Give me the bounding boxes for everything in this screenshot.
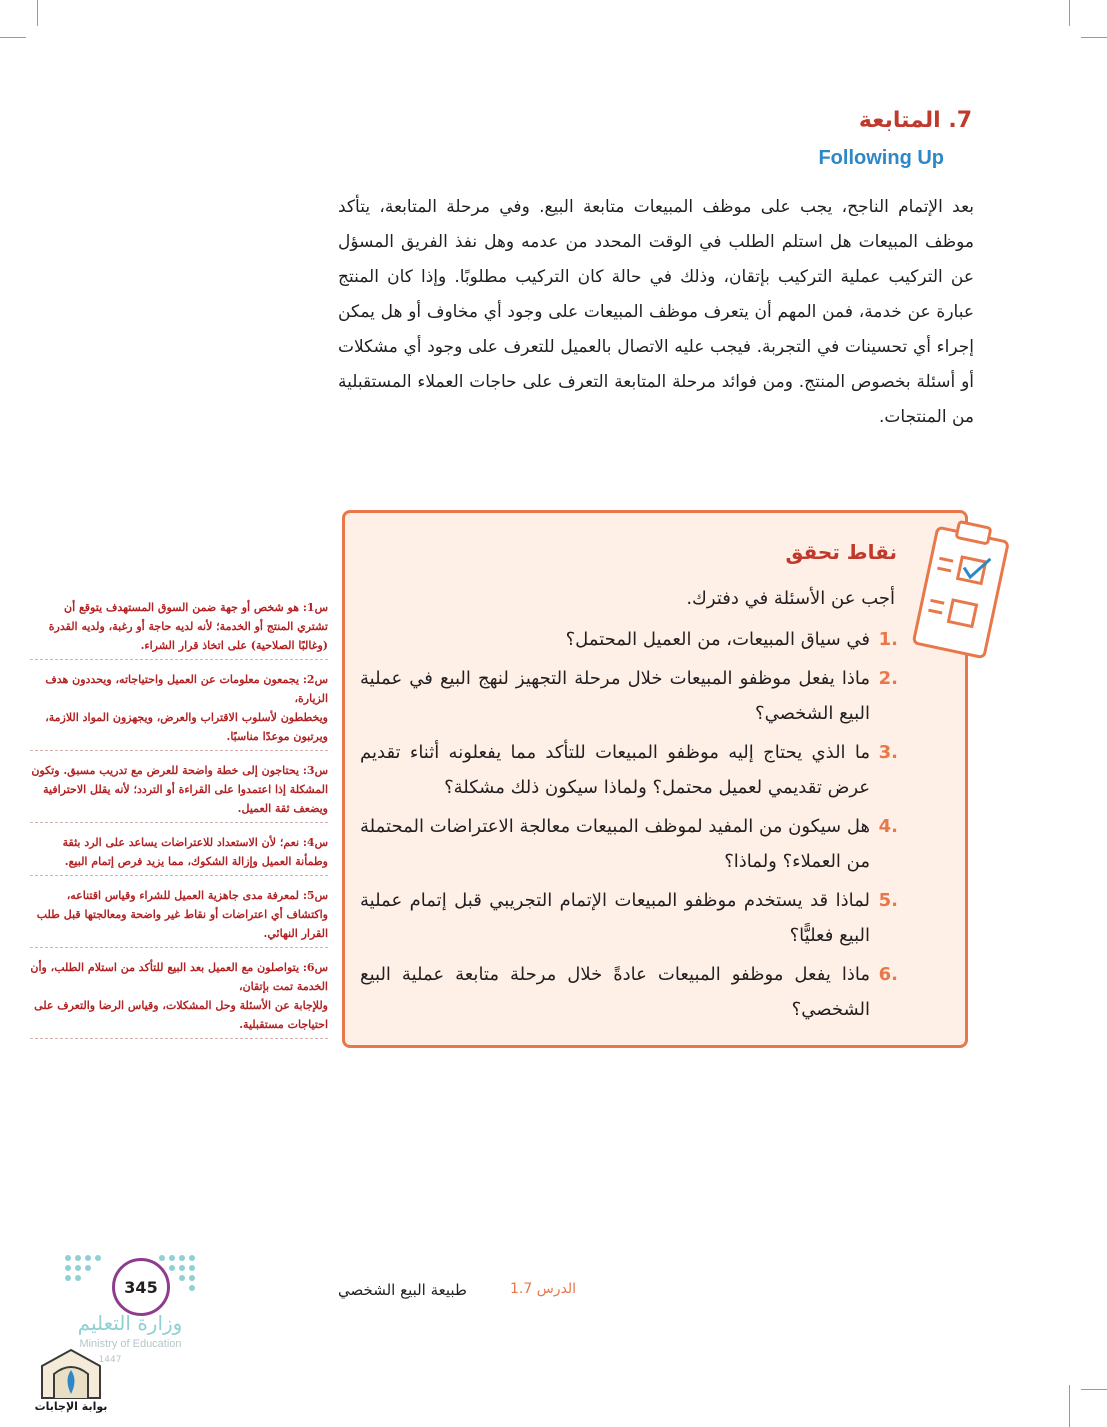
question-text: لماذا قد يستخدم موظفو المبيعات الإتمام التجريبي قبل إتمام عملية البيع فعليًّا؟ [360,890,870,946]
lesson-title: طبيعة البيع الشخصي [338,1281,467,1299]
crop-mark [0,37,26,38]
crop-mark [1081,1389,1107,1390]
answer-text: س1: هو شخص أو جهة ضمن السوق المستهدف يتوقع أن تشتري المنتج أو الخدمة؛ لأنه لديه حاجة أو رغبة، ولديه القدرة (وغالبًا الصلاحية) على اتخاذ قرار الشراء. [48,601,328,652]
question-number: .6 [878,964,898,985]
page-number-badge: 345 [112,1258,170,1316]
checklist-clipboard-icon [912,512,1016,662]
question-item [360,661,898,731]
question-item [360,809,898,879]
section-body-paragraph: بعد الإتمام الناجح، يجب على موظف المبيعات متابعة البيع. وفي مرحلة المتابعة، يتأكد موظف المبيعات هل استلم الطلب في الوقت المحدد من عدمه وهل نفذ الفريق المسؤل عن التركيب عملية التركيب بإتقان، وذلك في حالة كان التركيب مطلوبًا. وإذا كان المنتج عبارة عن خدمة، فمن المهم أن يتعرف موظف المبيعات على وجود أي مخاوف أو هل يمكن إجراء أي تحسينات في التجربة. فيجب عليه الاتصال بالعميل للتعرف على وجود أي مشكلات أو أسئلة بخصوص المنتج. ومن فوائد مرحلة المتابعة التعرف على حاجات العملاء المستقبلية من المنتجات. [338,197,974,427]
question-text: ماذا يفعل موظفو المبيعات عادةً خلال مرحلة متابعة عملية البيع الشخصي؟ [360,964,870,1020]
question-number: .2 [878,668,898,689]
handwritten-answers-column [30,598,328,1049]
question-number: .5 [878,890,898,911]
answer-text: س3: يحتاجون إلى خطة واضحة للعرض مع تدريب مسبق. وتكون المشكلة إذا اعتمدوا على القراءة أو التردد؛ لأنه يقلل الاحترافية ويضعف ثقة العميل. [31,764,328,815]
crop-mark [1081,37,1107,38]
question-item [360,622,898,657]
crop-mark [37,0,38,26]
question-text: ما الذي يحتاج إليه موظفو المبيعات للتأكد مما يفعلونه أثناء تقديم عرض تقديمي لعميل محتمل؟ ولماذا سيكون ذلك مشكلة؟ [360,742,870,798]
question-text: هل سيكون من المفيد لموظف المبيعات معالجة الاعتراضات المحتملة من العملاء؟ ولماذا؟ [360,816,870,872]
question-number: .4 [878,816,898,837]
answers-portal-label: بوابة الإجابات [34,1400,108,1413]
checkpoint-intro: أجب عن الأسئلة في دفترك. [686,588,895,609]
crop-mark [1069,0,1070,26]
answer-text: ويخططون لأسلوب الاقتراب والعرض، ويجهزون المواد اللازمة، ويرتبون موعدًا مناسبًا. [45,711,328,743]
answer-text: س4: نعم؛ لأن الاستعداد للاعتراضات يساعد على الرد بثقة وطمأنة العميل وإزالة الشكوك، مما يزيد فرص إتمام البيع. [62,836,328,868]
question-text: ماذا يفعل موظفو المبيعات خلال مرحلة التجهيز لنهج البيع في عملية البيع الشخصي؟ [360,668,870,724]
question-item [360,883,898,953]
answer-text: س5: لمعرفة مدى جاهزية العميل للشراء وقياس اقتناعه، واكتشاف أي اعتراضات أو نقاط غير واضحة ومعالجتها قبل طلب القرار النهائي. [36,889,328,940]
section-heading-arabic: 7. المتابعة [858,108,972,133]
answer-text: س2: يجمعون معلومات عن العميل واحتياجاته، ويحددون هدف الزيارة، [45,673,328,705]
question-number: .3 [878,742,898,763]
question-text: في سياق المبيعات، من العميل المحتمل؟ [565,629,870,650]
checkpoint-question-list [360,622,898,1031]
checkpoint-title: نقاط تحقق [785,540,897,564]
question-item [360,957,898,1027]
question-number: .1 [878,629,898,650]
answers-portal-logo-icon [30,1348,112,1427]
answer-note [30,958,328,1039]
ministry-name-english: Ministry of Education [79,1338,182,1350]
answer-note [30,598,328,660]
section-heading-english: Following Up [818,147,944,169]
ministry-year: 1447 [98,1355,122,1365]
lesson-label: الدرس 1.7 [510,1281,577,1297]
ministry-name-arabic: وزارة التعليم [77,1311,183,1335]
answer-note [30,886,328,948]
answer-text: وللإجابة عن الأسئلة وحل المشكلات، وقياس الرضا والتعرف على احتياجات مستقبلية. [34,999,328,1031]
answer-note [30,833,328,876]
answer-note [30,670,328,751]
answer-note [30,761,328,823]
answer-text: س6: يتواصلون مع العميل بعد البيع للتأكد من استلام الطلب، وأن الخدمة تمت بإتقان، [30,961,328,993]
question-item [360,735,898,805]
crop-mark [1069,1385,1070,1427]
